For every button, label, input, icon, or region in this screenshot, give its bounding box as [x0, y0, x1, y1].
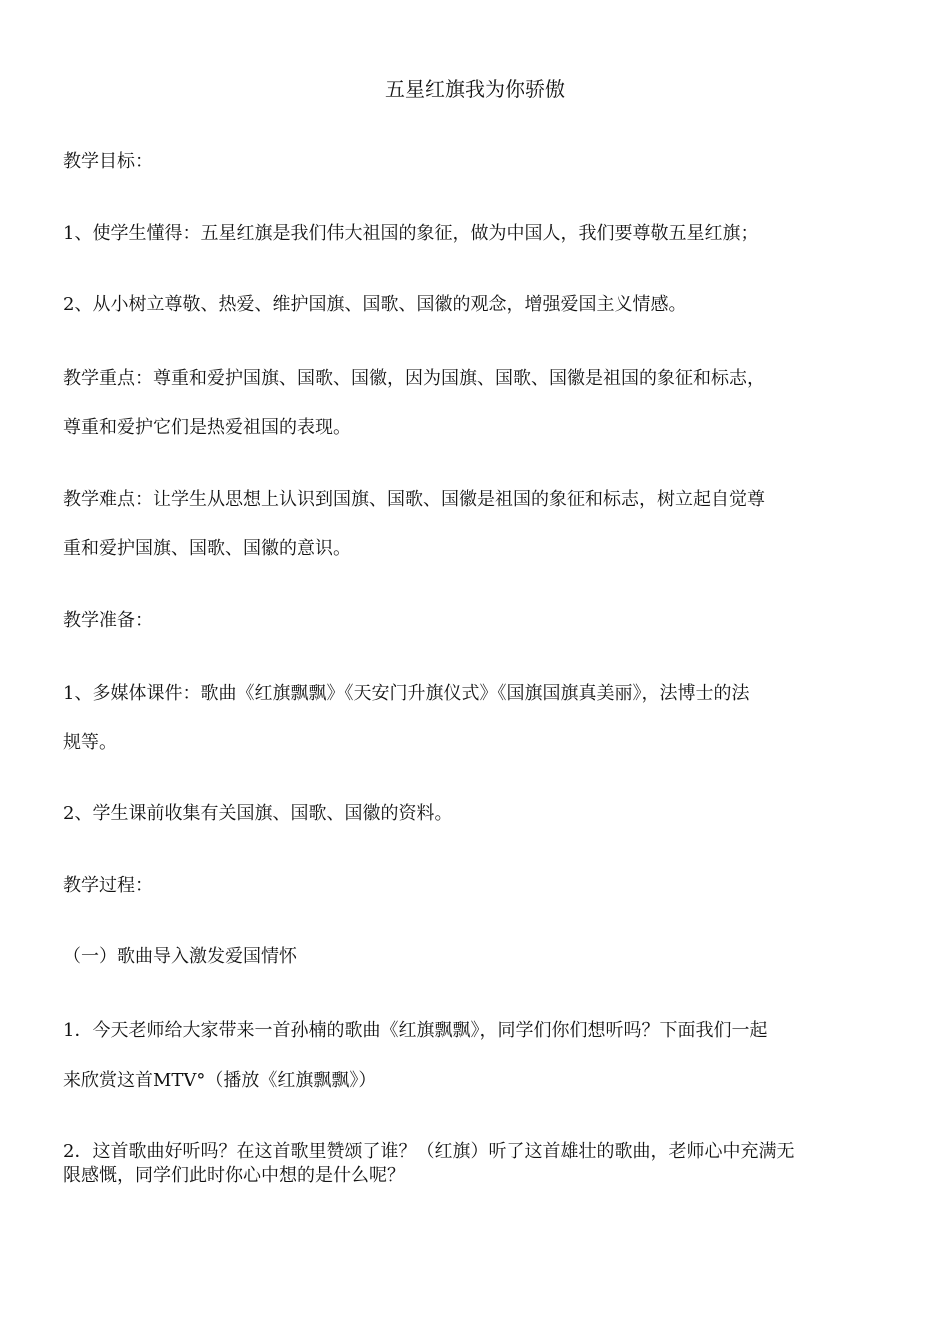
difficulty-line-1: 教学难点：让学生从思想上认识到国旗、国歌、国徽是祖国的象征和标志，树立起自觉尊	[63, 489, 765, 510]
goal-item-1: 1、使学生懂得：五星红旗是我们伟大祖国的象征，做为中国人，我们要尊敬五星红旗；	[63, 223, 759, 244]
section-1-heading: （一）歌曲导入激发爱国情怀	[63, 946, 297, 967]
prep-item-1-line-1: 1、多媒体课件：歌曲《红旗飘飘》《天安门升旗仪式》《国旗国旗真美丽》，法博士的法	[63, 683, 750, 704]
goals-heading: 教学目标：	[63, 151, 153, 172]
step-2-line-1: 2．这首歌曲好听吗？在这首歌里赞颂了谁？（红旗）听了这首雄壮的歌曲，老师心中充满无	[63, 1141, 795, 1162]
key-point-line-1: 教学重点：尊重和爱护国旗、国歌、国徽，因为国旗、国歌、国徽是祖国的象征和标志，	[63, 368, 765, 389]
goal-item-2: 2、从小树立尊敬、热爱、维护国旗、国歌、国徽的观念，增强爱国主义情感。	[63, 294, 687, 315]
prep-item-2: 2、学生课前收集有关国旗、国歌、国徽的资料。	[63, 803, 453, 824]
difficulty-line-2: 重和爱护国旗、国歌、国徽的意识。	[63, 538, 351, 559]
step-2-line-2: 限感慨，同学们此时你心中想的是什么呢？	[63, 1165, 405, 1186]
prep-heading: 教学准备：	[63, 610, 153, 631]
step-1-line-2: 来欣赏这首MTV°（播放《红旗飘飘》）	[63, 1070, 377, 1091]
key-point-line-2: 尊重和爱护它们是热爱祖国的表现。	[63, 417, 351, 438]
process-heading: 教学过程：	[63, 875, 153, 896]
document-title: 五星红旗我为你骄傲	[385, 77, 565, 101]
prep-item-1-line-2: 规等。	[63, 732, 117, 753]
step-1-line-1: 1．今天老师给大家带来一首孙楠的歌曲《红旗飘飘》，同学们你们想听吗？下面我们一起	[63, 1020, 768, 1041]
